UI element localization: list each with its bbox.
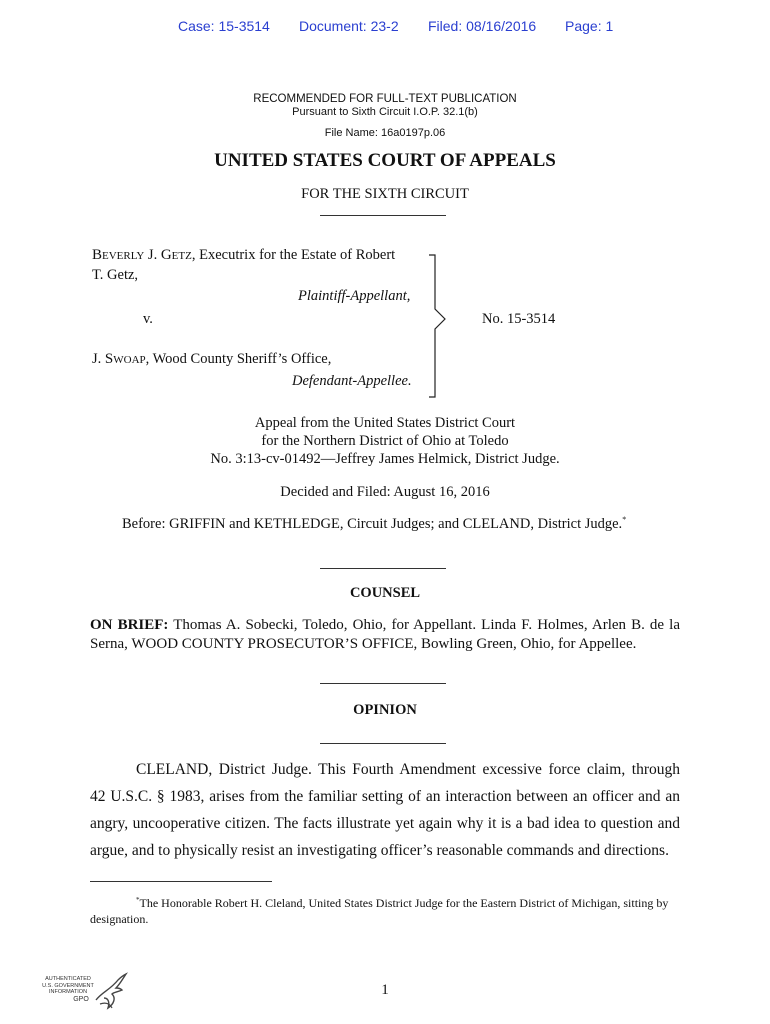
appeal-line-2: for the Northern District of Ohio at Toledo <box>261 433 509 449</box>
decided-filed: Decided and Filed: August 16, 2016 <box>280 484 490 500</box>
file-name: File Name: 16a0197p.06 <box>324 127 446 139</box>
header-page: Page: 1 <box>565 18 614 34</box>
eagle-icon <box>92 970 128 1014</box>
plaintiff-name: BEVERLY J. GETZ, Executrix for the Estate of Robert <box>92 247 396 263</box>
footnote-rule <box>90 881 272 882</box>
panel-judges: Before: GRIFFIN and KETHLEDGE, Circuit Judges; and CLELAND, District Judge.* <box>122 515 627 532</box>
defendant-name: J. SWOAP, Wood County Sheriff’s Office, <box>92 351 332 367</box>
counsel-text: ON BRIEF: Thomas A. Sobecki, Toledo, Ohio, for Appellant. Linda F. Holmes, Arlen B. de la Serna, WOOD COUNTY PROSECUTOR’S OFFICE, Bowling Green, Ohio, for Appellee. <box>90 617 680 652</box>
plaintiff-role: Plaintiff-Appellant, <box>298 288 411 304</box>
header-filed: Filed: 08/16/2016 <box>428 18 537 34</box>
defendant-role: Defendant-Appellee. <box>292 373 412 389</box>
header-case: Case: 15-3514 <box>178 18 270 34</box>
caption-bracket <box>425 253 455 403</box>
divider <box>320 743 446 744</box>
footnote-mark: * <box>622 515 627 524</box>
footnote-mark: * <box>136 896 140 904</box>
page-number: 1 <box>381 982 389 998</box>
opinion-line-3: angry, uncooperative citizen. The facts illustrate yet again why it is a bad idea to question and <box>90 815 680 832</box>
footnote: *The Honorable Robert H. Cleland, United States District Judge for the Eastern District of Michigan, sitting by designation. <box>90 896 669 926</box>
court-title: UNITED STATES COURT OF APPEALS <box>214 150 556 171</box>
publication-notice: RECOMMENDED FOR FULL-TEXT PUBLICATION <box>253 93 517 105</box>
opinion-line-1: CLELAND, District Judge. This Fourth Amendment excessive force claim, through <box>136 761 680 778</box>
gpo-seal-text: AUTHENTICATED U.S. GOVERNMENT INFORMATION GPO <box>42 976 94 1003</box>
header-document: Document: 23-2 <box>299 18 399 34</box>
divider <box>320 215 446 216</box>
counsel-heading: COUNSEL <box>349 585 421 601</box>
court-circuit: FOR THE SIXTH CIRCUIT <box>301 186 469 202</box>
appeal-line-3: No. 3:13-cv-01492—Jeffrey James Helmick, District Judge. <box>210 451 560 467</box>
divider <box>320 568 446 569</box>
opinion-heading: OPINION <box>353 702 417 718</box>
appeal-line-1: Appeal from the United States District Court <box>254 415 516 431</box>
divider <box>320 683 446 684</box>
versus: v. <box>143 311 153 327</box>
opinion-line-4: argue, and to physically resist an investigating officer’s reasonable commands and directions. <box>90 842 669 859</box>
plaintiff-name-cont: T. Getz, <box>92 267 139 283</box>
opinion-line-2: 42 U.S.C. § 1983, arises from the familiar setting of an interaction between an officer and an <box>90 788 680 805</box>
gpo-seal <box>30 970 130 1014</box>
case-number: No. 15-3514 <box>482 311 556 327</box>
publication-rule: Pursuant to Sixth Circuit I.O.P. 32.1(b) <box>292 106 478 118</box>
